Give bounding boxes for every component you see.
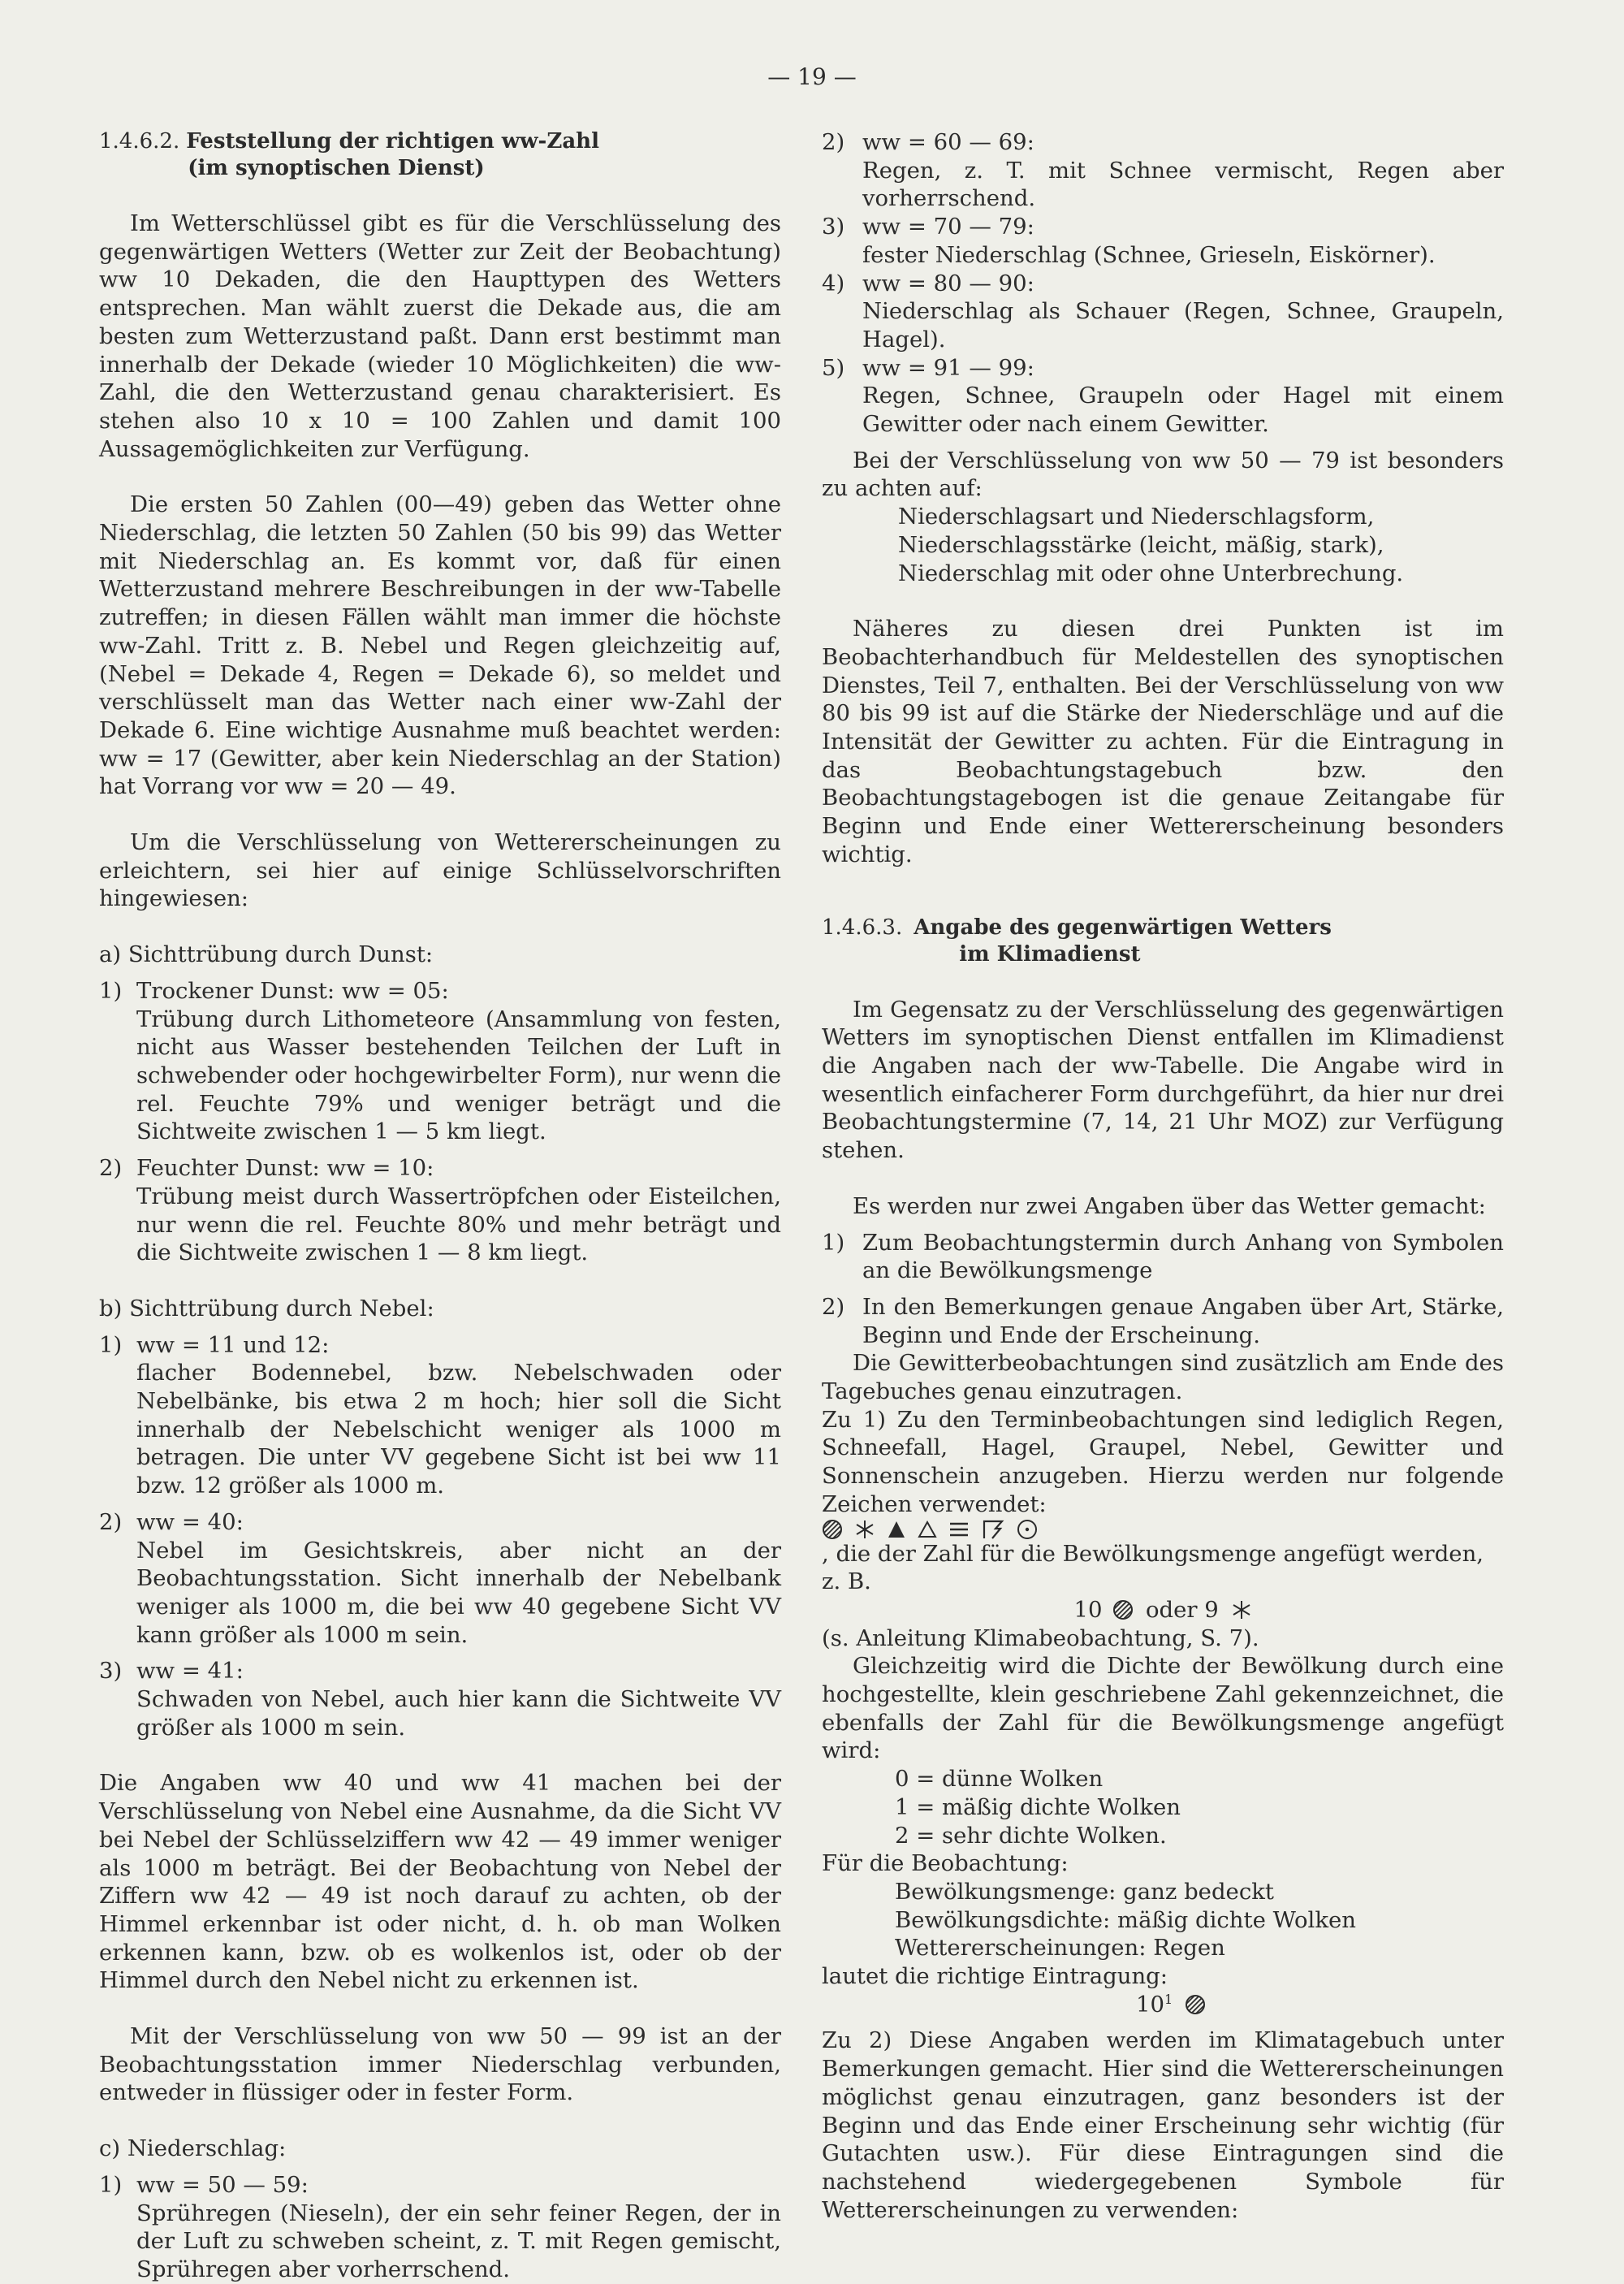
thunderstorm-icon <box>981 1519 1005 1540</box>
snow-star-icon <box>1231 1599 1252 1620</box>
indented-line: Niederschlagsart und Niederschlagsform, <box>898 504 1375 530</box>
paragraph: Die ersten 50 Zahlen (00—49) geben das Wetter ohne Niederschlag, die letzten 50 Zahlen (50 bis 99) das Wetter mit Niederschlag an. Es kommt vor, daß für einen Wetterzustand mehrere Beschreibungen in der ww-Tabelle zutreffen; in diesen Fällen wählt man immer die höchste ww-Zahl. Tritt z. B. Nebel und Regen gleichzeitig auf, (Nebel = Dekade 4, Regen = Dekade 6), so meldet und verschlüsselt man das Wetter nach einer ww-Zahl der Dekade 6. Eine wichtige Ausnahme muß beachtet werden: ww = 17 (Gewitter, aber kein Niederschlag an der Station) hat Vorrang vor ww = 20 — 49. <box>99 491 781 800</box>
example-number: 10 <box>1073 1596 1103 1623</box>
indented-line: Niederschlagsstärke (leicht, mäßig, stark), <box>898 531 1384 558</box>
paragraph: Mit der Verschlüsselung von ww 50 — 99 ist an der Beobachtungsstation immer Niederschlag verbunden, entweder in flüssiger oder in fester Form. <box>99 2023 781 2106</box>
graupel-outline-triangle-icon <box>918 1520 937 1539</box>
list-item <box>99 977 781 1146</box>
list-item-text: flacher Bodennebel, bzw. Nebelschwaden oder Nebelbänke, bis etwa 2 m hoch; hier soll die Sicht innerhalb der Nebelschicht weniger als 1000 m betragen. Die unter VV gegebene Sicht ist bei ww 11 bzw. 12 größer als 1000 m. <box>136 1360 781 1499</box>
fog-lines-icon <box>948 1521 970 1538</box>
entry-example <box>822 1991 1504 2019</box>
paragraph: Um die Verschlüsselung von Wettererscheinungen zu erleichtern, sei hier auf einige Schlüsselvorschriften hingewiesen: <box>99 829 781 912</box>
section-subtitle: (im synoptischen Dienst) <box>188 156 485 180</box>
paragraph: (s. Anleitung Klimabeobachtung, S. 7). <box>822 1624 1259 1651</box>
list-item <box>99 1331 781 1500</box>
list-item <box>99 1657 781 1741</box>
list-item-number: 3) <box>99 1658 123 1685</box>
list-heading-a: a) Sichttrübung durch Dunst: <box>99 941 434 968</box>
list-item <box>822 1229 1504 1285</box>
list-item <box>822 128 1504 213</box>
list-heading-b: b) Sichttrübung durch Nebel: <box>99 1295 434 1322</box>
list-item-title: ww = 50 — 59: <box>136 2171 309 2198</box>
list-item-title: Feuchter Dunst: ww = 10: <box>136 1155 434 1182</box>
list-heading-c: c) Niederschlag: <box>99 2135 287 2162</box>
list-item-number: 2) <box>822 1293 845 1320</box>
symbol-row-text: , die der Zahl für die Bewölkungsmenge angefügt werden, z. B. <box>822 1540 1484 1595</box>
list-item <box>822 1293 1504 1349</box>
section-subtitle: im Klimadienst <box>959 941 1141 967</box>
hail-filled-triangle-icon <box>887 1520 906 1539</box>
list-item-number: 5) <box>822 354 845 381</box>
rain-hatched-circle-icon <box>1185 1994 1206 2015</box>
list-item-title: ww = 91 — 99: <box>862 354 1034 381</box>
list-item-text: Trübung meist durch Wassertröpfchen oder Eisteilchen, nur wenn die rel. Feuchte 80% und mehr beträgt und die Sichtweite zwischen 1 — 8 km liegt. <box>136 1183 781 1266</box>
observation-list <box>822 1878 1504 1962</box>
list-item-text: Schwaden von Nebel, auch hier kann die Sichtweite VV größer als 1000 m sein. <box>136 1686 781 1741</box>
list-item-number: 2) <box>99 1155 123 1182</box>
paragraph: Gleichzeitig wird die Dichte der Bewölkung durch eine hochgestellte, klein geschriebene Zahl gekennzeichnet, die ebenfalls der Zahl für die Bewölkungsmenge angefügt wird: <box>822 1653 1504 1764</box>
list-item <box>99 1154 781 1267</box>
paragraph: Zu 1) Zu den Terminbeobachtungen sind lediglich Regen, Schneefall, Hagel, Graupel, Nebel, Gewitter und Sonnenschein anzugeben. Hierzu werden nur folgende Zeichen verwendet: <box>822 1406 1504 1517</box>
observation-item: Bewölkungsmenge: ganz bedeckt <box>895 1878 1274 1905</box>
list-item-number: 4) <box>822 270 845 296</box>
list-item <box>822 213 1504 269</box>
list-item <box>822 270 1504 354</box>
list-item <box>99 2171 781 2284</box>
observation-item: Wettererscheinungen: Regen <box>895 1935 1225 1962</box>
entry-number: 10 <box>1136 1991 1165 2018</box>
paragraph: lautet die richtige Eintragung: <box>822 1963 1168 1990</box>
list-item-number: 2) <box>99 1508 123 1535</box>
list-item-title: ww = 60 — 69: <box>862 129 1034 155</box>
list-item-title: ww = 70 — 79: <box>862 214 1034 240</box>
paragraph: Es werden nur zwei Angaben über das Wetter gemacht: <box>853 1192 1486 1219</box>
weather-symbol-row <box>822 1519 1504 1596</box>
list-item-text: Nebel im Gesichtskreis, aber nicht an der Beobachtungsstation. Sicht innerhalb der Nebelbank weniger als 1000 m, die bei ww 40 gegebene Sicht VV kann größer als 1000 m sein. <box>136 1537 781 1648</box>
density-item: 0 = dünne Wolken <box>895 1766 1104 1793</box>
section-title: Angabe des gegenwärtigen Wetters <box>914 915 1332 940</box>
list-item-number: 3) <box>822 214 845 240</box>
paragraph: Zu 2) Diese Angaben werden im Klimatagebuch unter Bemerkungen gemacht. Hier sind die Wettererscheinungen möglichst genau einzutragen, ganz besonders ist der Beginn und das Ende einer Erscheinung sehr wichtig (für Gutachten usw.). Für diese Eintragungen sind die nachstehend wiedergegebenen Symbole für Wettererscheinungen zu verwenden: <box>822 2027 1504 2223</box>
list-item-text: Niederschlag als Schauer (Regen, Schnee, Graupeln, Hagel). <box>862 298 1504 353</box>
list-item-number: 1) <box>99 1331 123 1358</box>
section-number: 1.4.6.2. <box>99 129 180 154</box>
list-item-text: In den Bemerkungen genaue Angaben über Art, Stärke, Beginn und Ende der Erscheinung. <box>862 1293 1504 1348</box>
list-item-number: 2) <box>822 129 845 155</box>
list-item-text: Zum Beobachtungstermin durch Anhang von Symbolen an die Bewölkungsmenge <box>862 1229 1504 1284</box>
rain-hatched-circle-icon <box>822 1519 843 1540</box>
snow-star-icon <box>854 1519 875 1540</box>
density-item: 1 = mäßig dichte Wolken <box>895 1793 1181 1820</box>
list-item-text: fester Niederschlag (Schnee, Grieseln, Eiskörner). <box>862 241 1436 268</box>
list-item-text: Regen, Schnee, Graupeln oder Hagel mit einem Gewitter oder nach einem Gewitter. <box>862 383 1504 438</box>
example-text: oder 9 <box>1145 1596 1219 1623</box>
paragraph: Die Gewitterbeobachtungen sind zusätzlich am Ende des Tagebuches genau einzutragen. <box>822 1350 1504 1405</box>
list-item-number: 1) <box>822 1229 845 1256</box>
section-number: 1.4.6.3. <box>822 915 903 940</box>
list-item-number: 1) <box>99 2171 123 2198</box>
paragraph: Die Angaben ww 40 und ww 41 machen bei der Verschlüsselung von Nebel eine Ausnahme, da die Sicht VV bei Nebel der Schlüsselziffern ww 42 — 49 immer weniger als 1000 m beträgt. Bei der Beobachtung von Nebel der Ziffern ww 42 — 49 ist noch darauf zu achten, ob der Himmel erkennbar ist oder nicht, d. h. ob man Wolken erkennen kann, bzw. ob es wolkenlos ist, oder ob der Himmel durch den Nebel nicht zu erkennen ist. <box>99 1770 781 1994</box>
rain-hatched-circle-icon <box>1112 1599 1134 1620</box>
paragraph: Im Wetterschlüssel gibt es für die Verschlüsselung des gegenwärtigen Wetters (Wetter zur Zeit der Beobachtung) ww 10 Dekaden, die den Haupttypen des Wetters entsprechen. Man wählt zuerst die Dekade aus, die am besten zum Wetterzustand paßt. Dann erst bestimmt man innerhalb der Dekade (wieder 10 Möglichkeiten) die ww-Zahl, die den Wetterzustand genau charakterisiert. Es stehen also 10 x 10 = 100 Zahlen und damit 100 Aussagemöglichkeiten zur Verfügung. <box>99 210 781 462</box>
right-column <box>822 128 1504 2224</box>
paragraph: Im Gegensatz zu der Verschlüsselung des gegenwärtigen Wetters im synoptischen Dienst entfallen im Klimadienst die Angaben nach der ww-Tabelle. Die Angabe wird in wesentlich einfacherer Form durchgeführt, da hier nur drei Beobachtungstermine (7, 14, 21 Uhr MOZ) zur Verfügung stehen. <box>822 996 1504 1164</box>
indented-list <box>822 503 1504 587</box>
list-item-title: ww = 11 und 12: <box>136 1331 330 1358</box>
list-item <box>99 1508 781 1650</box>
left-column <box>99 128 781 2284</box>
list-item-title: ww = 41: <box>136 1658 244 1685</box>
example-line <box>822 1596 1504 1624</box>
page-number: — 19 — <box>767 63 857 90</box>
list-item-title: Trockener Dunst: ww = 05: <box>136 977 449 1004</box>
section-title: Feststellung der richtigen ww-Zahl <box>186 129 599 154</box>
density-item: 2 = sehr dichte Wolken. <box>895 1822 1167 1849</box>
paragraph: Näheres zu diesen drei Punkten ist im Beobachterhandbuch für Meldestellen des synoptischen Dienstes, Teil 7, enthalten. Bei der Verschlüsselung von ww 80 bis 99 ist auf die Stärke der Niederschläge und auf die Intensität der Gewitter zu achten. Für die Eintragung in das Beobachtungstagebuch bzw. den Beobachtungstagebogen ist die genaue Zeitangabe für Beginn und Ende einer Wettererscheinung besonders wichtig. <box>822 616 1504 867</box>
list-item-title: ww = 80 — 90: <box>862 270 1034 296</box>
list-item-text: Trübung durch Lithometeore (Ansammlung von festen, nicht aus Wasser bestehenden Teilchen der Luft in schwebender oder hochgewirbelter Form), nur wenn die rel. Feuchte 79% und weniger beträgt und die Sichtweite zwischen 1 — 5 km liegt. <box>136 1006 781 1145</box>
density-list <box>822 1765 1504 1849</box>
list-item <box>822 354 1504 439</box>
sunshine-circle-icon <box>1017 1519 1038 1540</box>
list-item-title: ww = 40: <box>136 1508 244 1535</box>
list-item-text: Regen, z. T. mit Schnee vermischt, Regen aber vorherrschend. <box>862 157 1504 212</box>
list-item-number: 1) <box>99 977 123 1004</box>
section-heading-1-4-6-2 <box>99 128 781 182</box>
paragraph: Bei der Verschlüsselung von ww 50 — 79 ist besonders zu achten auf: <box>822 447 1504 502</box>
entry-density: 1 <box>1164 1991 1173 2007</box>
list-item-text: Sprühregen (Nieseln), der ein sehr feiner Regen, der in der Luft zu schweben scheint, z. T. mit Regen gemischt, Sprühregen aber vorherrschend. <box>136 2200 781 2282</box>
paragraph: Für die Beobachtung: <box>822 1850 1069 1877</box>
section-heading-1-4-6-3 <box>822 915 1504 968</box>
observation-item: Bewölkungsdichte: mäßig dichte Wolken <box>895 1906 1356 1933</box>
indented-line: Niederschlag mit oder ohne Unterbrechung. <box>898 560 1404 586</box>
